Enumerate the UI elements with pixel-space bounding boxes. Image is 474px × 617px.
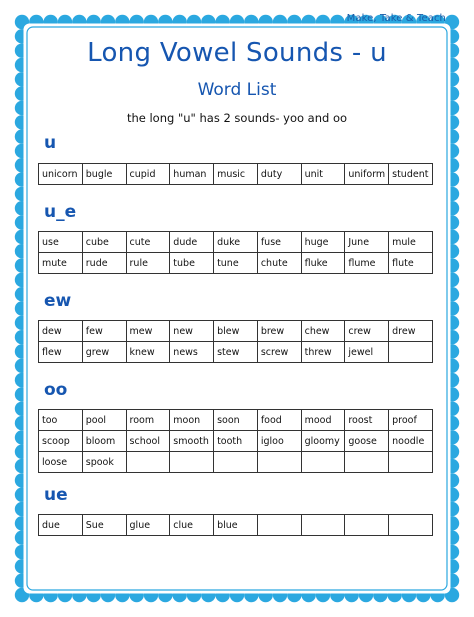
word-cell: new (170, 321, 214, 342)
word-cell: huge (301, 232, 345, 253)
word-cell: mew (126, 321, 170, 342)
word-cell: tune (214, 253, 258, 274)
word-table-ue (38, 514, 433, 536)
word-cell (257, 515, 301, 536)
word-cell: fuse (257, 232, 301, 253)
word-cell: flew (39, 342, 83, 363)
word-cell: mute (39, 253, 83, 274)
word-cell: chew (301, 321, 345, 342)
word-cell: room (126, 410, 170, 431)
word-cell: screw (257, 342, 301, 363)
word-cell: jewel (345, 342, 389, 363)
table-row (39, 321, 433, 342)
word-table-u-e (38, 231, 433, 274)
word-cell (126, 452, 170, 473)
word-cell: gloomy (301, 431, 345, 452)
word-cell: duty (257, 164, 301, 185)
table-row (39, 342, 433, 363)
section-heading-u-e: u_e (44, 202, 77, 222)
intro-note: the long "u" has 2 sounds- yoo and oo (126, 111, 348, 125)
word-cell (389, 452, 433, 473)
word-cell: loose (39, 452, 83, 473)
table-row (39, 253, 433, 274)
section-heading-ue: ue (44, 485, 68, 505)
word-cell: cupid (126, 164, 170, 185)
word-table-ew (38, 320, 433, 363)
word-cell: blue (214, 515, 258, 536)
word-cell: blew (214, 321, 258, 342)
word-cell: Sue (82, 515, 126, 536)
word-cell: smooth (170, 431, 214, 452)
table-row (39, 232, 433, 253)
page-subtitle: Word List (197, 80, 277, 100)
word-cell: rude (82, 253, 126, 274)
word-cell: threw (301, 342, 345, 363)
table-row (39, 164, 433, 185)
word-cell: due (39, 515, 83, 536)
word-cell: use (39, 232, 83, 253)
word-cell: too (39, 410, 83, 431)
word-cell: uniform (345, 164, 389, 185)
word-cell: few (82, 321, 126, 342)
word-cell: music (214, 164, 258, 185)
word-cell: crew (345, 321, 389, 342)
word-cell (345, 515, 389, 536)
word-cell: cute (126, 232, 170, 253)
word-cell (170, 452, 214, 473)
word-cell (389, 515, 433, 536)
word-cell: flume (345, 253, 389, 274)
word-cell: soon (214, 410, 258, 431)
word-cell: grew (82, 342, 126, 363)
page-title: Long Vowel Sounds - u (87, 38, 387, 68)
word-cell: glue (126, 515, 170, 536)
word-cell: chute (257, 253, 301, 274)
word-cell: tube (170, 253, 214, 274)
word-cell: dew (39, 321, 83, 342)
word-cell: scoop (39, 431, 83, 452)
word-cell: flute (389, 253, 433, 274)
word-cell: moon (170, 410, 214, 431)
word-cell: rule (126, 253, 170, 274)
word-cell: food (257, 410, 301, 431)
word-cell: roost (345, 410, 389, 431)
word-cell: student (389, 164, 433, 185)
section-heading-u: u (44, 133, 57, 153)
word-cell (257, 452, 301, 473)
word-cell (301, 515, 345, 536)
table-row (39, 452, 433, 473)
word-cell: bugle (82, 164, 126, 185)
word-cell: clue (170, 515, 214, 536)
word-table-u (38, 163, 433, 185)
section-heading-oo: oo (44, 380, 68, 400)
word-cell (389, 342, 433, 363)
word-cell: news (170, 342, 214, 363)
word-cell: proof (389, 410, 433, 431)
word-cell: dude (170, 232, 214, 253)
word-cell: June (345, 232, 389, 253)
word-cell: duke (214, 232, 258, 253)
word-cell: cube (82, 232, 126, 253)
word-cell: igloo (257, 431, 301, 452)
word-cell: drew (389, 321, 433, 342)
word-cell: unicorn (39, 164, 83, 185)
word-cell (345, 452, 389, 473)
table-row (39, 410, 433, 431)
word-cell: unit (301, 164, 345, 185)
word-cell (301, 452, 345, 473)
word-cell: mule (389, 232, 433, 253)
word-cell: tooth (214, 431, 258, 452)
table-row (39, 431, 433, 452)
word-table-oo (38, 409, 433, 473)
word-cell (214, 452, 258, 473)
word-cell: bloom (82, 431, 126, 452)
word-cell: fluke (301, 253, 345, 274)
section-heading-ew: ew (44, 291, 72, 311)
word-cell: brew (257, 321, 301, 342)
word-cell: spook (82, 452, 126, 473)
brand-label: Make, Take & Teach (346, 13, 446, 24)
word-cell: school (126, 431, 170, 452)
word-cell: stew (214, 342, 258, 363)
word-cell: pool (82, 410, 126, 431)
table-row (39, 515, 433, 536)
word-cell: human (170, 164, 214, 185)
word-cell: knew (126, 342, 170, 363)
word-cell: mood (301, 410, 345, 431)
word-cell: noodle (389, 431, 433, 452)
word-cell: goose (345, 431, 389, 452)
